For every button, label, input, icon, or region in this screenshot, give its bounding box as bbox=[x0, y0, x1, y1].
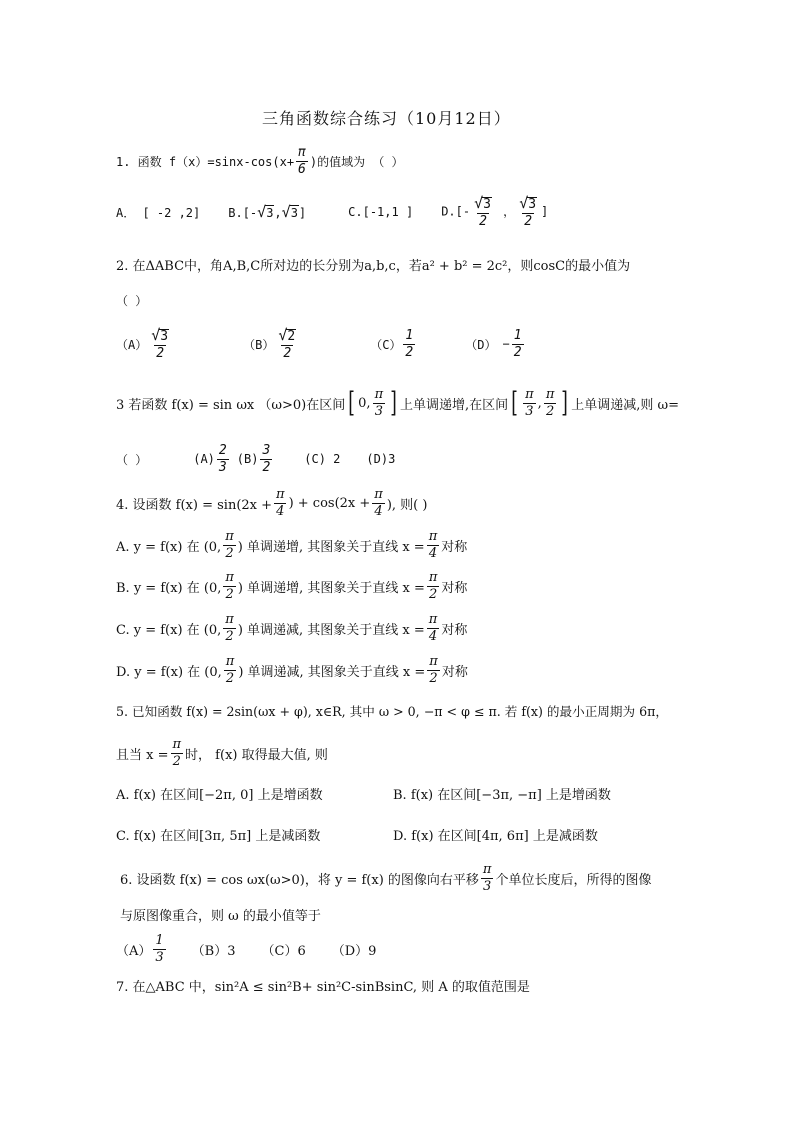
q5-option-a: A. f(x) 在区间[−2π, 0] 上是增函数 bbox=[116, 788, 323, 803]
question-3-options: （ ） (A) $\frac{2}{3}$ (B) $\frac{3}{2}$ (C) 2 (D)3 bbox=[116, 443, 396, 475]
q5-option-d: D. f(x) 在区间[4π, 6π] 上是减函数 bbox=[393, 829, 598, 844]
question-1-stem bbox=[116, 146, 404, 176]
question-2-options: （A） √ 3 2 （B） √ 2 2 （C） $\frac{1}{2}$ （D） − $\frac{1}{2}$ bbox=[116, 326, 522, 361]
question-6-stem-2: 与原图像重合，则 ω 的最小值等于 bbox=[120, 909, 321, 924]
q3-option-b: (B) bbox=[236, 452, 259, 467]
q6-option-a: （A） bbox=[116, 943, 152, 959]
q1-option-a: A． [ -2 ,2] bbox=[116, 205, 201, 220]
question-2-paren: （ ） bbox=[116, 294, 148, 308]
q3-option-a: (A) bbox=[193, 452, 215, 467]
q1-option-c: C.[-1,1 ] bbox=[348, 205, 414, 220]
q1-option-b: B.[- √ 3 , √ 3 ] bbox=[228, 203, 307, 222]
q6-option-c: （C）6 bbox=[261, 943, 306, 959]
question-4-stem: 4. 设函数 f(x) = sin(2x + $\frac{\pi}{4}$ ) + cos(2x + $\frac{\pi}{4}$ ), 则( ) bbox=[116, 487, 428, 519]
question-1-options bbox=[116, 196, 548, 228]
question-3-stem: 3 若函数 f(x) = sin ωx （ω>0)在区间 [ 0, $\frac{\pi}{3}$ ] 上单调递增,在区间 [ $\frac{\pi}{3}$ , $\frac{\pi}{2}$ ] 上单调递减,则 ω= bbox=[116, 386, 680, 420]
question-5-stem-2: 且当 x = $\frac{\pi}{2}$ 时， f(x) 取得最大值, 则 bbox=[116, 737, 328, 769]
question-7-stem: 7. 在△ABC 中，sin²A ≤ sin²B+ sin²C-sinBsinC, 则 A 的取值范围是 bbox=[116, 980, 530, 995]
q4-option-c: C. y = f(x) 在 (0, $\frac{\pi}{2}$ ) 单调递减, 其图象关于直线 x = $\frac{\pi}{4}$ 对称 bbox=[116, 612, 468, 644]
question-2-stem: 2. 在ΔABC中，角A,B,C所对边的长分别为a,b,c，若a² + b² = 2c²，则cosC的最小值为 bbox=[116, 259, 631, 274]
q2-option-b-label: （B） bbox=[243, 337, 275, 352]
q1-stem-text: 1. 函数 f（x）=sinx-cos(x+ bbox=[116, 154, 295, 169]
question-6-options: （A） $\frac{1}{3}$ （B）3 （C）6 （D）9 bbox=[116, 933, 377, 965]
q5-option-b: B. f(x) 在区间[−3π, −π] 上是增函数 bbox=[393, 788, 611, 803]
q6-option-d: （D）9 bbox=[331, 943, 377, 959]
q3-option-c: (C) 2 bbox=[304, 452, 341, 467]
question-6-stem: 6. 设函数 f(x) = cos ωx(ω>0)，将 y = f(x) 的图像向右平移 $\frac{\pi}{3}$ 个单位长度后，所得的图像 bbox=[120, 862, 652, 894]
q2-option-d-label: （D） bbox=[465, 337, 497, 352]
q4-option-d: D. y = f(x) 在 (0, $\frac{\pi}{2}$ ) 单调递减, 其图象关于直线 x = $\frac{\pi}{2}$ 对称 bbox=[116, 654, 468, 686]
q4-option-a: A. y = f(x) 在 (0, $\frac{\pi}{2}$ ) 单调递增, 其图象关于直线 x = $\frac{\pi}{4}$ 对称 bbox=[116, 529, 468, 561]
q4-option-b: B. y = f(x) 在 (0, $\frac{\pi}{2}$ ) 单调递增, 其图象关于直线 x = $\frac{\pi}{2}$ 对称 bbox=[116, 570, 468, 602]
q5-option-c: C. f(x) 在区间[3π, 5π] 上是减函数 bbox=[116, 829, 321, 844]
page-title: 三角函数综合练习（10月12日） bbox=[262, 109, 511, 128]
q2-option-c-label: （C） bbox=[370, 337, 402, 352]
q6-option-b: （B）3 bbox=[191, 943, 236, 959]
q2-option-a-label: （A） bbox=[116, 337, 148, 352]
q3-option-d: (D)3 bbox=[366, 452, 396, 467]
question-5-stem: 5. 已知函数 f(x) = 2sin(ωx + φ), x∈R, 其中 ω > 0, −π < φ ≤ π. 若 f(x) 的最小正周期为 6π， bbox=[116, 704, 668, 719]
q1-fraction: $\frac{\pi}{6}$ bbox=[298, 145, 306, 177]
q1-option-d: D.[- √ 3 2 ， √ 3 2 ] bbox=[441, 194, 549, 229]
q1-stem-end: )的值域为 （ ） bbox=[309, 154, 404, 169]
